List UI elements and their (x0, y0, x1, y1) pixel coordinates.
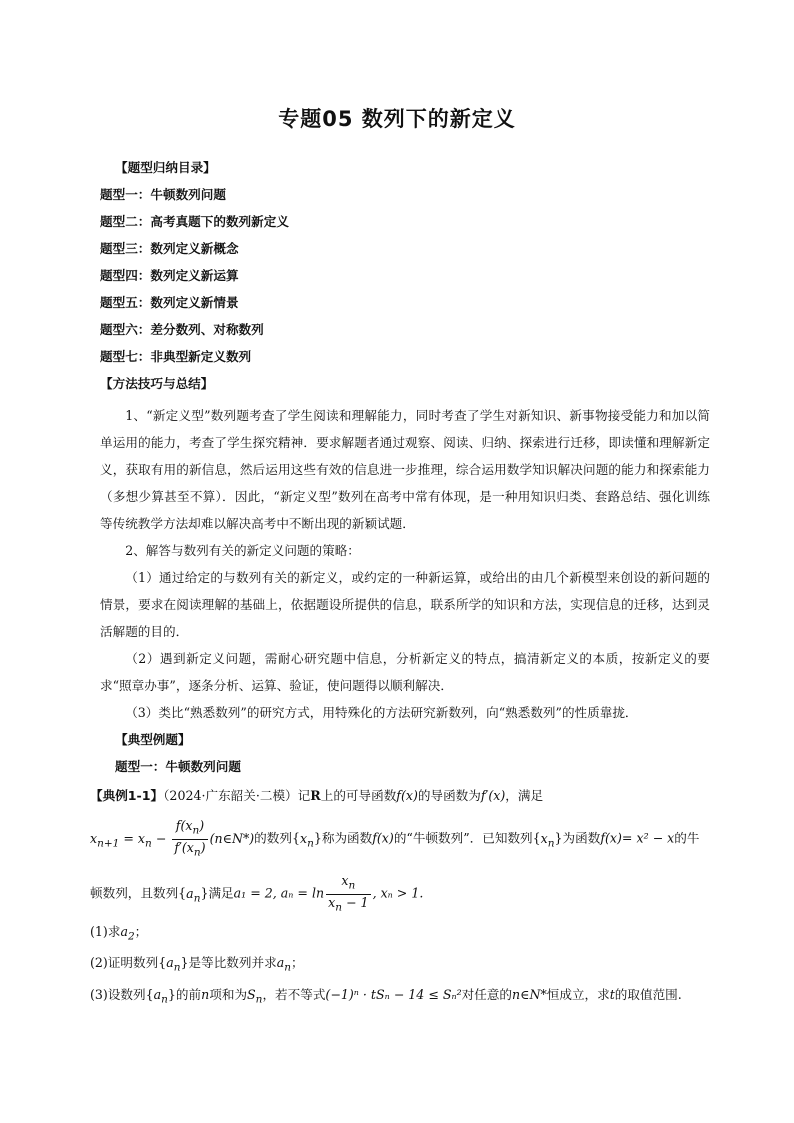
question-text: 的取值范围. (614, 987, 682, 1002)
example-text: 的导函数为 (417, 788, 481, 803)
set-R: R (310, 788, 321, 803)
methods-paragraph-4: （2）遇到新定义问题，需耐心研究题中信息，分析新定义的特点，搞清新定义的本质，按新定义的要求“照章办事”，逐条分析、运算、验证，使问题得以顺利解决． (100, 651, 710, 693)
question-text: ； (290, 955, 304, 970)
example-text: 的牛 (674, 830, 700, 846)
example-text: }满足 (200, 885, 234, 901)
toc-item-1: 题型一：牛顿数列问题 (100, 187, 226, 202)
example-source: （2024·广东韶关·二模）记 (163, 788, 311, 803)
question-text: (3)设数列{ (90, 987, 154, 1002)
example-text: 的“牛顿数列”．已知数列{ (393, 830, 541, 846)
toc-item-7: 题型七：非典型新定义数列 (100, 349, 252, 364)
example-line-3 (90, 873, 423, 916)
methods-paragraph-3: （1）通过给定的与数列有关的新定义，或约定的一种新运算，或给出的由几个新模型来创设的新问题的情景，要求在阅读理解的基础上，依据题设所提供的信息，联系所学的知识和方法，实现信息的迁移，达到灵活解题的目的． (100, 570, 710, 639)
methods-paragraph-5: （3）类比“熟悉数列”的研究方式，用特殊化的方法研究新数列，向“熟悉数列”的性质靠拢． (125, 705, 638, 720)
question-text: 对任意的 (461, 987, 513, 1002)
toc-item-4: 题型四：数列定义新运算 (100, 268, 239, 283)
question-text: 恒成立，求 (546, 987, 610, 1002)
ln-fraction: $\frac{x_n}{x_n - 1}$ (328, 873, 369, 914)
example-text: }为函数 (554, 830, 601, 846)
example-text: 顿数列，且数列{ (90, 885, 187, 901)
math-a2: $a_2$ (120, 924, 135, 943)
example-text: 的数列{ (254, 830, 300, 846)
example-label: 【典例1-1】 (90, 788, 164, 803)
question-2 (90, 953, 304, 978)
math-fx: f(x) (600, 830, 622, 846)
methods-header: 【方法技巧与总结】 (100, 376, 214, 391)
question-text: ，若不等式 (262, 987, 326, 1002)
math-xn: $x_n$ (299, 830, 314, 850)
methods-paragraph-2: 2、解答与数列有关的新定义问题的策略： (125, 543, 360, 558)
question-text: (1)求 (90, 924, 121, 939)
toc-item-5: 题型五：数列定义新情景 (100, 295, 239, 310)
type1-heading: 题型一：牛顿数列问题 (115, 759, 241, 774)
math-n-in-N: n∈N* (512, 987, 547, 1002)
math-an: $a_n$ (166, 955, 181, 974)
example-line-2 (90, 818, 699, 861)
math-condition: , xₙ > 1. (372, 885, 424, 901)
question-1 (90, 922, 147, 947)
question-text: ； (134, 924, 148, 939)
math-a-def: a₁ = 2, aₙ = ln (233, 885, 325, 901)
math-an: $a_n$ (186, 885, 201, 905)
math-fx: f(x) (396, 788, 418, 803)
question-3 (90, 985, 682, 1010)
math-quadratic: = x² − x (621, 830, 675, 846)
toc-item-2: 题型二：高考真题下的数列新定义 (100, 214, 289, 229)
math-t: t (609, 987, 615, 1002)
methods-paragraph-1: 1、“新定义型”数列题考查了学生阅读和理解能力，同时考查了学生对新知识、新事物接受能力和加以简单运用的能力，考查了学生探究精神．要求解题者通过观察、阅读、归纳、探索进行迁移，即读懂和理解新定义，获取有用的新信息，然后运用这些有效的信息进一步推理，综合运用数学知识解决问题的能力和探索能力（多想少算甚至不算）．因此，“新定义型”数列在高考中常有体现，是一种用知识归类、套路总结、强化训练等传统教学方法却难以解决高考中不断出现的新颖试题． (100, 408, 710, 531)
math-inequality: (−1)ⁿ · tSₙ − 14 ≤ Sₙ² (325, 987, 462, 1002)
question-text: }是等比数列并求 (180, 955, 277, 970)
example-text: 上的可导函数 (320, 788, 397, 803)
math-an: $a_n$ (153, 987, 168, 1006)
example-text: }称为函数 (313, 830, 373, 846)
math-an: $a_n$ (276, 955, 291, 974)
math-xn: $x_n$ (540, 830, 555, 850)
question-text: }的前 (167, 987, 202, 1002)
example-text: ，满足 (505, 788, 544, 803)
toc-item-6: 题型六：差分数列、对称数列 (100, 322, 264, 337)
math-fx: f(x) (372, 830, 394, 846)
toc-item-3: 题型三：数列定义新概念 (100, 241, 239, 256)
toc-header: 【题型归纳目录】 (115, 160, 216, 175)
page-title: 专题05 数列下的新定义 (278, 107, 516, 131)
math-n: n (201, 987, 210, 1002)
example-line-1 (90, 786, 543, 806)
newton-formula: $x_{n+1} = x_n$ − $\frac{f(x_n)}{f'(x_n)}$ (n∈N*) (90, 818, 255, 859)
math-Sn: $S_n$ (247, 987, 263, 1006)
math-fprime: f′(x) (480, 788, 506, 803)
newton-fraction: $\frac{f(x_n)}{f'(x_n)}$ (174, 818, 206, 859)
question-text: (2)证明数列{ (90, 955, 167, 970)
examples-header: 【典型例题】 (115, 732, 191, 747)
question-text: 项和为 (209, 987, 248, 1002)
